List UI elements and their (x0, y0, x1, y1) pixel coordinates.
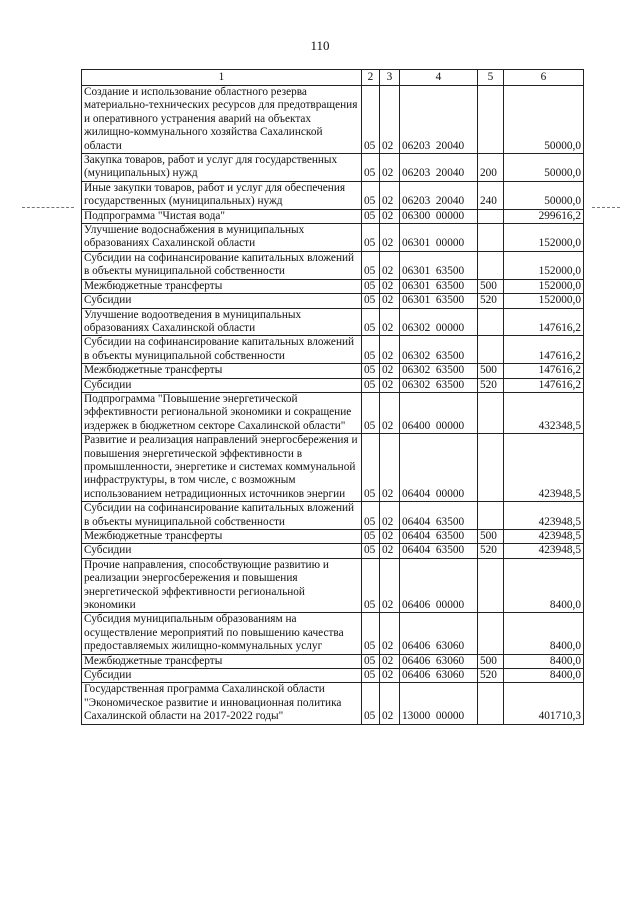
row-c5-cell: 240 (478, 181, 504, 209)
row-name-cell: Закупка товаров, работ и услуг для государственных (муниципальных) нужд (82, 154, 362, 182)
row-c2-cell: 05 (362, 154, 380, 182)
row-c2-cell: 05 (362, 279, 380, 293)
table-row (82, 294, 584, 308)
row-c2-cell: 05 (362, 209, 380, 223)
table-row (82, 434, 584, 502)
column-header: 3 (380, 70, 400, 86)
scan-artifact-line-left (22, 207, 74, 208)
row-name-cell: Межбюджетные трансферты (82, 654, 362, 668)
row-c6-cell: 8400,0 (504, 558, 584, 613)
row-c4-cell: 06300 00000 (400, 209, 478, 223)
row-c3-cell: 02 (380, 558, 400, 613)
row-c5-cell (478, 683, 504, 724)
row-name-cell: Субсидии (82, 378, 362, 392)
row-c3-cell: 02 (380, 336, 400, 364)
row-c5-cell (478, 558, 504, 613)
row-c6-cell: 423948,5 (504, 530, 584, 544)
table-row (82, 181, 584, 209)
row-c6-cell: 147616,2 (504, 308, 584, 336)
row-c4-cell: 06302 63500 (400, 336, 478, 364)
row-name-cell: Субсидии на софинансирование капитальных вложений в объекты муниципальной собственности (82, 336, 362, 364)
row-c2-cell: 05 (362, 502, 380, 530)
row-name-cell: Субсидии (82, 544, 362, 558)
table-row (82, 654, 584, 668)
row-c2-cell: 05 (362, 364, 380, 378)
row-c5-cell (478, 613, 504, 654)
row-c4-cell: 06302 00000 (400, 308, 478, 336)
row-c3-cell: 02 (380, 181, 400, 209)
row-c3-cell: 02 (380, 364, 400, 378)
row-c5-cell (478, 251, 504, 279)
row-c2-cell: 05 (362, 294, 380, 308)
row-c5-cell: 500 (478, 279, 504, 293)
row-c3-cell: 02 (380, 544, 400, 558)
row-c2-cell: 05 (362, 251, 380, 279)
row-name-cell: Субсидии (82, 294, 362, 308)
row-name-cell: Межбюджетные трансферты (82, 364, 362, 378)
row-c2-cell: 05 (362, 392, 380, 433)
row-c3-cell: 02 (380, 378, 400, 392)
row-c4-cell: 06406 00000 (400, 558, 478, 613)
row-c4-cell: 06301 00000 (400, 224, 478, 252)
row-c2-cell: 05 (362, 544, 380, 558)
row-c2-cell: 05 (362, 558, 380, 613)
table-row (82, 613, 584, 654)
row-c6-cell: 50000,0 (504, 181, 584, 209)
row-c2-cell: 05 (362, 530, 380, 544)
row-c6-cell: 147616,2 (504, 336, 584, 364)
row-c2-cell: 05 (362, 683, 380, 724)
row-c5-cell: 520 (478, 544, 504, 558)
column-header: 1 (82, 70, 362, 86)
row-c4-cell: 06203 20040 (400, 154, 478, 182)
row-name-cell: Межбюджетные трансферты (82, 530, 362, 544)
row-name-cell: Субсидии на софинансирование капитальных вложений в объекты муниципальной собственности (82, 502, 362, 530)
row-c5-cell (478, 502, 504, 530)
row-c4-cell: 06302 63500 (400, 364, 478, 378)
row-c5-cell (478, 209, 504, 223)
row-c5-cell: 500 (478, 364, 504, 378)
row-c6-cell: 423948,5 (504, 502, 584, 530)
row-c2-cell: 05 (362, 336, 380, 364)
row-c3-cell: 02 (380, 613, 400, 654)
row-c5-cell (478, 224, 504, 252)
table-row (82, 378, 584, 392)
row-c5-cell: 200 (478, 154, 504, 182)
table-row (82, 154, 584, 182)
row-c4-cell: 06404 63500 (400, 502, 478, 530)
row-c3-cell: 02 (380, 502, 400, 530)
row-c5-cell: 520 (478, 378, 504, 392)
row-c6-cell: 50000,0 (504, 154, 584, 182)
table-row (82, 392, 584, 433)
row-c4-cell: 06302 63500 (400, 378, 478, 392)
row-c4-cell: 06301 63500 (400, 251, 478, 279)
row-name-cell: Субсидии на софинансирование капитальных вложений в объекты муниципальной собственности (82, 251, 362, 279)
row-name-cell: Подпрограмма "Повышение энергетической эффективности региональной экономики и сокращение издержек в бюджетном секторе Сахалинской области" (82, 392, 362, 433)
row-c2-cell: 05 (362, 224, 380, 252)
row-c3-cell: 02 (380, 86, 400, 154)
row-c2-cell: 05 (362, 181, 380, 209)
table-row (82, 502, 584, 530)
row-name-cell: Межбюджетные трансферты (82, 279, 362, 293)
row-c5-cell (478, 308, 504, 336)
row-c6-cell: 152000,0 (504, 294, 584, 308)
row-c5-cell (478, 392, 504, 433)
row-c5-cell (478, 434, 504, 502)
row-c4-cell: 06203 20040 (400, 181, 478, 209)
row-c5-cell (478, 336, 504, 364)
row-c3-cell: 02 (380, 654, 400, 668)
row-c6-cell: 152000,0 (504, 224, 584, 252)
row-name-cell: Государственная программа Сахалинской области "Экономическое развитие и инновационная политика Сахалинской области на 2017-2022 годы" (82, 683, 362, 724)
table-row (82, 308, 584, 336)
row-c2-cell: 05 (362, 613, 380, 654)
row-name-cell: Развитие и реализация направлений энергосбережения и повышения энергетической эффективности в промышленности, энергетике и системах коммунальной инфраструктуры, в том числе, с возможным использованием нетрадиционных источников энергии (82, 434, 362, 502)
column-header: 4 (400, 70, 478, 86)
table-row (82, 86, 584, 154)
row-c3-cell: 02 (380, 392, 400, 433)
column-header: 6 (504, 70, 584, 86)
row-c4-cell: 06400 00000 (400, 392, 478, 433)
row-c5-cell (478, 86, 504, 154)
row-c5-cell: 520 (478, 669, 504, 683)
row-c2-cell: 05 (362, 434, 380, 502)
row-c3-cell: 02 (380, 683, 400, 724)
column-header: 5 (478, 70, 504, 86)
scan-artifact-line-right (592, 207, 620, 208)
row-c5-cell: 500 (478, 530, 504, 544)
table-row (82, 279, 584, 293)
row-c4-cell: 13000 00000 (400, 683, 478, 724)
row-c3-cell: 02 (380, 154, 400, 182)
table-row (82, 544, 584, 558)
row-c4-cell: 06301 63500 (400, 279, 478, 293)
row-c6-cell: 8400,0 (504, 613, 584, 654)
table-row (82, 558, 584, 613)
row-c4-cell: 06404 00000 (400, 434, 478, 502)
row-c6-cell: 423948,5 (504, 544, 584, 558)
row-c2-cell: 05 (362, 308, 380, 336)
row-c2-cell: 05 (362, 86, 380, 154)
row-c6-cell: 299616,2 (504, 209, 584, 223)
row-c6-cell: 147616,2 (504, 364, 584, 378)
row-c3-cell: 02 (380, 224, 400, 252)
row-name-cell: Создание и использование областного резерва материально-технических ресурсов для предотвращения и оперативного устранения аварий на объектах жилищно-коммунального хозяйства Сахалинской области (82, 86, 362, 154)
table-row (82, 530, 584, 544)
row-name-cell: Субсидия муниципальным образованиям на осуществление мероприятий по повышению качества предоставляемых жилищно-коммунальных услуг (82, 613, 362, 654)
row-c3-cell: 02 (380, 308, 400, 336)
budget-table (81, 69, 584, 725)
row-c6-cell: 152000,0 (504, 279, 584, 293)
row-c4-cell: 06406 63060 (400, 613, 478, 654)
column-header: 2 (362, 70, 380, 86)
row-c6-cell: 147616,2 (504, 378, 584, 392)
row-c5-cell: 500 (478, 654, 504, 668)
row-c4-cell: 06404 63500 (400, 544, 478, 558)
table-row (82, 209, 584, 223)
table-row (82, 336, 584, 364)
row-c6-cell: 8400,0 (504, 669, 584, 683)
row-c6-cell: 432348,5 (504, 392, 584, 433)
table-row (82, 669, 584, 683)
row-c6-cell: 8400,0 (504, 654, 584, 668)
row-c6-cell: 50000,0 (504, 86, 584, 154)
table-row (82, 364, 584, 378)
table-row (82, 224, 584, 252)
row-c3-cell: 02 (380, 251, 400, 279)
row-c3-cell: 02 (380, 209, 400, 223)
row-c6-cell: 401710,3 (504, 683, 584, 724)
row-c3-cell: 02 (380, 530, 400, 544)
row-c4-cell: 06406 63060 (400, 669, 478, 683)
row-c5-cell: 520 (478, 294, 504, 308)
row-c2-cell: 05 (362, 654, 380, 668)
row-c4-cell: 06301 63500 (400, 294, 478, 308)
row-c3-cell: 02 (380, 434, 400, 502)
table-header-row (82, 70, 584, 86)
row-c4-cell: 06203 20040 (400, 86, 478, 154)
row-name-cell: Субсидии (82, 669, 362, 683)
row-c3-cell: 02 (380, 669, 400, 683)
row-name-cell: Подпрограмма "Чистая вода" (82, 209, 362, 223)
row-c6-cell: 423948,5 (504, 434, 584, 502)
row-name-cell: Улучшение водоотведения в муниципальных образованиях Сахалинской области (82, 308, 362, 336)
row-c4-cell: 06404 63500 (400, 530, 478, 544)
table-row (82, 683, 584, 724)
row-c3-cell: 02 (380, 279, 400, 293)
row-c2-cell: 05 (362, 378, 380, 392)
row-c3-cell: 02 (380, 294, 400, 308)
row-name-cell: Иные закупки товаров, работ и услуг для обеспечения государственных (муниципальных) нужд (82, 181, 362, 209)
table-row (82, 251, 584, 279)
page-number: 110 (310, 38, 330, 53)
row-name-cell: Улучшение водоснабжения в муниципальных образованиях Сахалинской области (82, 224, 362, 252)
row-name-cell: Прочие направления, способствующие развитию и реализации энергосбережения и повышения энергетической эффективности региональной экономики (82, 558, 362, 613)
row-c4-cell: 06406 63060 (400, 654, 478, 668)
row-c2-cell: 05 (362, 669, 380, 683)
row-c6-cell: 152000,0 (504, 251, 584, 279)
